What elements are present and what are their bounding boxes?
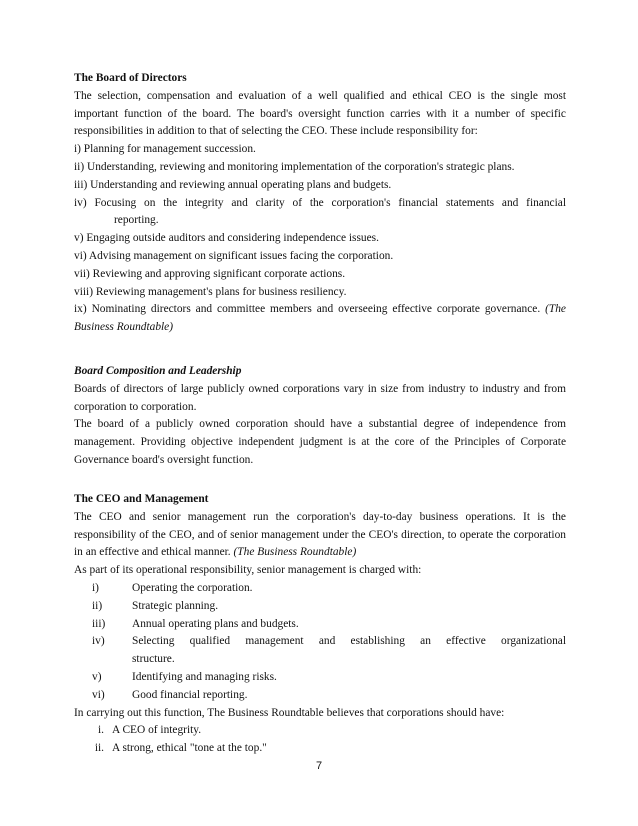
ceo-p3: In carrying out this function, The Business Roundtable believes that corporations should have: [74,706,505,719]
role-4-cont: structure. [132,653,175,666]
role-row-cont [74,651,566,669]
role-text: Operating the corporation. [132,581,253,594]
ceo-p1 [74,509,566,562]
board-item-4-cont: reporting. [114,214,159,227]
composition-p1: Boards of directors of large publicly owned corporations vary in size from industry to industry and from corporation to corporation. [74,382,566,413]
ceo-heading: The CEO and Management [74,493,209,505]
board-item-2: ii) Understanding, reviewing and monitoring implementation of the corporation's strategic plans. [74,160,515,173]
board-section [74,70,566,337]
role-num: v) [92,670,102,683]
board-item-1: i) Planning for management succession. [74,143,256,156]
board-item-9-cite: (The Business Roundtable) [74,303,566,334]
role-num: vi) [92,688,105,701]
ceo-p2: As part of its operational responsibility, senior management is charged with: [74,564,422,577]
role-num: ii) [92,599,103,612]
role-text: Good financial reporting. [132,688,248,701]
should-have-text: A CEO of integrity. [112,724,202,737]
board-item-9-text: ix) Nominating directors and committee members and overseeing effective corporate governance. [74,303,541,316]
should-have-num: ii. [94,742,104,755]
role-num: iii) [92,617,106,630]
ceo-p1-text: The CEO and senior management run the corporation's day-to-day business operations. It is the responsibility of the CEO, and of senior management under the CEO's direction, to operate the corporation in an effective and ethical manner. [74,510,566,559]
page-number: 7 [315,760,323,772]
composition-heading: Board Composition and Leadership [74,365,242,377]
role-num: i) [92,581,99,594]
board-heading: The Board of Directors [74,72,187,84]
role-row [74,580,566,598]
board-item-8: viii) Reviewing management's plans for business resiliency. [74,285,347,298]
board-item-9 [74,301,566,337]
board-item-7: vii) Reviewing and approving significant corporate actions. [74,267,346,280]
board-item-3: iii) Understanding and reviewing annual operating plans and budgets. [74,178,392,191]
role-text: Annual operating plans and budgets. [132,617,299,630]
composition-section [74,363,566,470]
board-item-6: vi) Advising management on significant issues facing the corporation. [74,249,394,262]
role-row [74,669,566,687]
should-have-row [74,722,566,740]
role-text: Strategic planning. [132,599,219,612]
role-row [74,616,566,634]
composition-p2: The board of a publicly owned corporation should have a substantial degree of independence from management. Providing objective independent judgment is at the core of the Principles of Corporate Governance board's oversight function. [74,418,566,466]
should-have-row [74,740,566,758]
role-text: Identifying and managing risks. [132,670,277,683]
role-row [74,687,566,705]
ceo-p1-cite: (The Business Roundtable) [233,546,357,559]
board-item-4: iv) Focusing on the integrity and clarity of the corporation's financial statements and financial [74,196,566,209]
board-intro: The selection, compensation and evaluation of a well qualified and ethical CEO is the single most important function of the board. The board's oversight function carries with it a number of specific responsibilities in addition to that of selecting the CEO. These include responsibility for: [74,89,566,138]
role-row [74,598,566,616]
should-have-text: A strong, ethical "tone at the top." [112,742,267,755]
ceo-section [74,491,566,758]
board-item-5: v) Engaging outside auditors and considering independence issues. [74,232,379,245]
should-have-num: i. [97,724,104,737]
role-row [74,633,566,651]
role-text: Selecting qualified management and establishing an effective organizational [132,635,566,648]
role-num: iv) [92,635,105,648]
